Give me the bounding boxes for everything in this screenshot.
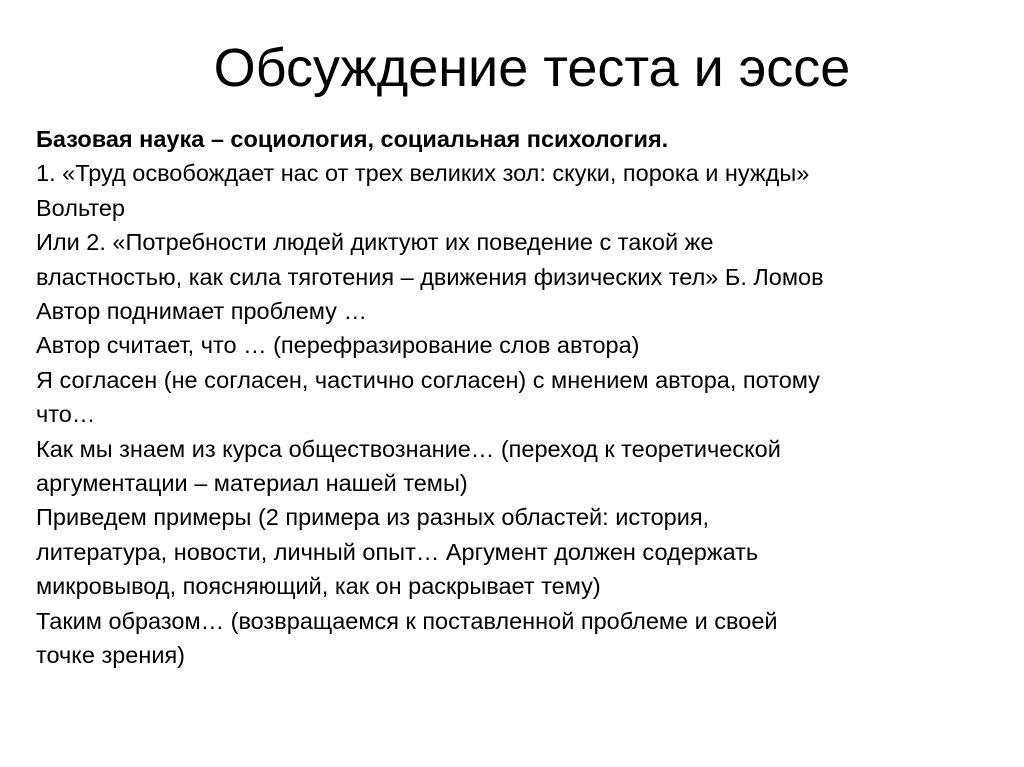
slide-body bbox=[36, 122, 1006, 673]
quote-2-line-b: властностью, как сила тяготения – движения физических тел» Б. Ломов bbox=[36, 263, 824, 290]
quote-1-author: Вольтер bbox=[36, 194, 125, 221]
quote-2-line-a: Или 2. «Потребности людей диктуют их поведение с такой же bbox=[36, 229, 714, 256]
quote-1-line: 1. «Труд освобождает нас от трех великих зол: скуки, порока и нужды» bbox=[36, 160, 810, 187]
author-opinion-line: Автор считает, что … (перефразирование слов автора) bbox=[36, 332, 640, 359]
examples-line-a: Приведем примеры (2 примера из разных областей: история, bbox=[36, 504, 710, 531]
examples-line-b: литература, новости, личный опыт… Аргумент должен содержать bbox=[36, 538, 759, 565]
conclusion-line-a: Таким образом… (возвращаемся к поставленной проблеме и своей bbox=[36, 607, 778, 634]
conclusion-line-b: точке зрения) bbox=[36, 642, 186, 669]
agreement-line-a: Я согласен (не согласен, частично согласен) с мнением автора, потому bbox=[36, 366, 820, 393]
base-science-line: Базовая наука – социология, социальная психология. bbox=[36, 126, 669, 152]
theory-line-b: аргументации – материал нашей темы) bbox=[36, 470, 468, 497]
agreement-line-b: что… bbox=[36, 401, 96, 428]
problem-line: Автор поднимает проблему … bbox=[36, 298, 367, 325]
slide-title: Обсуждение теста и эссе bbox=[213, 38, 851, 98]
theory-line-a: Как мы знаем из курса обществознание… (переход к теоретической bbox=[36, 435, 781, 462]
examples-line-c: микровывод, поясняющий, как он раскрывает тему) bbox=[36, 573, 601, 600]
